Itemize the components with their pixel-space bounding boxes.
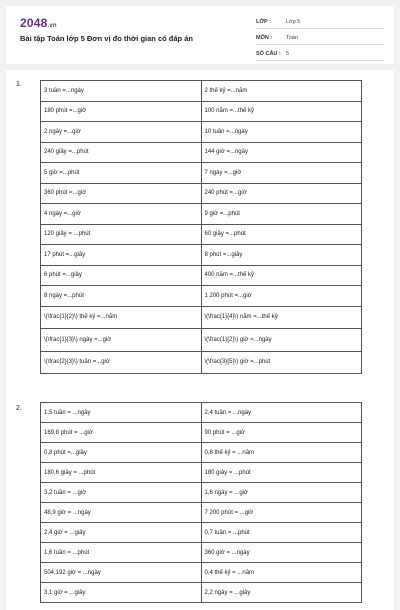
table-cell: 100 năm =...thế kỷ <box>201 101 362 122</box>
table-row <box>41 523 362 543</box>
table-row <box>41 245 362 266</box>
table-row <box>41 101 362 122</box>
table-cell: 180 giây = ...phút <box>201 463 362 483</box>
table-cell: 8 ngày =...phút <box>41 286 202 307</box>
page-title: Bài tập Toán lớp 5 Đơn vị đo thời gian có đáp án <box>20 34 193 43</box>
table-cell: 0,4 thế kỷ = ...năm <box>201 563 362 583</box>
table-cell: 1,6 tuần = ...phút <box>41 543 202 563</box>
meta-value: Lớp 5 <box>286 19 301 25</box>
table-row <box>41 543 362 563</box>
table-row <box>41 286 362 307</box>
table-row <box>41 423 362 443</box>
table-row <box>41 503 362 523</box>
site-logo[interactable]: 2048.vn <box>20 16 57 30</box>
meta-label: MÔN : <box>256 35 273 41</box>
meta-row-grade <box>256 16 384 29</box>
question-2-table <box>40 402 362 603</box>
table-cell: 504,192 giờ = ...ngày <box>41 563 202 583</box>
table-row <box>41 142 362 163</box>
table-cell: 60 giây =...phút <box>201 224 362 245</box>
question-number: 1. <box>16 81 22 88</box>
table-cell: 2 thế kỷ =...năm <box>201 81 362 102</box>
table-cell: 3 tuần =...ngày <box>41 81 202 102</box>
table-row <box>41 204 362 225</box>
table-cell: 48,9 giờ = ...ngày <box>41 503 202 523</box>
table-cell: 17 phút =...giây <box>41 245 202 266</box>
table-cell: 4 ngày =...giờ <box>41 204 202 225</box>
table-cell: 7 ngày =...giờ <box>201 163 362 184</box>
table-row <box>41 329 362 352</box>
table-row <box>41 351 362 374</box>
table-cell: 1 200 phút =...giờ <box>201 286 362 307</box>
table-cell: 240 giây =...phút <box>41 142 202 163</box>
table-row <box>41 265 362 286</box>
table-cell: \(\frac{1}{2}\) thế kỷ =...năm <box>41 306 202 329</box>
meta-label: SỐ CÂU : <box>256 51 281 57</box>
table-cell: \(\frac{1}{4}\) năm =...thế kỷ <box>201 306 362 329</box>
meta-value: Toán <box>286 35 298 41</box>
meta-row-subject <box>256 32 384 45</box>
table-cell: 400 năm =...thế kỷ <box>201 265 362 286</box>
meta-row-question-count <box>256 48 384 61</box>
table-cell: 360 giờ = ...ngày <box>201 543 362 563</box>
table-cell: \(\frac{3}{5}\) giờ =...phút <box>201 351 362 374</box>
table-row <box>41 403 362 423</box>
table-cell: 1,5 tuần = ...ngày <box>41 403 202 423</box>
table-row <box>41 183 362 204</box>
table-cell: 90 phút = ...giờ <box>201 423 362 443</box>
table-cell: 5 giờ =...phút <box>41 163 202 184</box>
table-cell: 240 phút =...giờ <box>201 183 362 204</box>
table-cell: 120 giây = ...phút <box>41 224 202 245</box>
table-cell: \(\frac{1}{2}\) giờ =...ngày <box>201 329 362 352</box>
table-cell: 180 phút =...giờ <box>41 101 202 122</box>
table-row <box>41 81 362 102</box>
table-row <box>41 306 362 329</box>
question-1-table <box>40 80 362 374</box>
table-cell: 0,7 tuần = ...phút <box>201 523 362 543</box>
table-cell: 2,4 tuần = ...ngày <box>201 403 362 423</box>
table-cell: 2,4 giờ = ...giây <box>41 523 202 543</box>
table-cell: 7 200 phút = ...giờ <box>201 503 362 523</box>
table-cell: 2 ngày =...giờ <box>41 122 202 143</box>
table-row <box>41 224 362 245</box>
table-cell: 360 phút =...giờ <box>41 183 202 204</box>
table-cell: 2,2 ngày = ...giây <box>201 583 362 603</box>
table-cell: 3,1 giờ = ...giây <box>41 583 202 603</box>
table-cell: \(\frac{2}{3}\) tuần =...giờ <box>41 351 202 374</box>
meta-label: LỚP : <box>256 19 271 25</box>
table-cell: 0,8 phút =...giây <box>41 443 202 463</box>
table-cell: 6 phút =...giây <box>41 265 202 286</box>
question-number: 2. <box>16 405 22 412</box>
table-cell: 180,6 giây = ...phút <box>41 463 202 483</box>
meta-value: 5 <box>286 51 290 57</box>
table-cell: 10 tuần =...ngày <box>201 122 362 143</box>
table-cell: 9 giờ =...phút <box>201 204 362 225</box>
table-row <box>41 122 362 143</box>
table-cell: 144 giờ =...ngày <box>201 142 362 163</box>
table-cell: \(\frac{1}{3}\) ngày =...giờ <box>41 329 202 352</box>
table-cell: 3,2 tuần = ...giờ <box>41 483 202 503</box>
table-row <box>41 163 362 184</box>
worksheet-meta <box>256 16 384 64</box>
table-cell: 8 phút =...giây <box>201 245 362 266</box>
table-row <box>41 483 362 503</box>
table-row <box>41 443 362 463</box>
worksheet-header <box>6 6 394 64</box>
table-cell: 169,8 phút = ...giờ <box>41 423 202 443</box>
table-row <box>41 563 362 583</box>
table-cell: 0,8 thế kỷ = ...năm <box>201 443 362 463</box>
table-cell: 1,6 ngày = ...giờ <box>201 483 362 503</box>
table-row <box>41 463 362 483</box>
